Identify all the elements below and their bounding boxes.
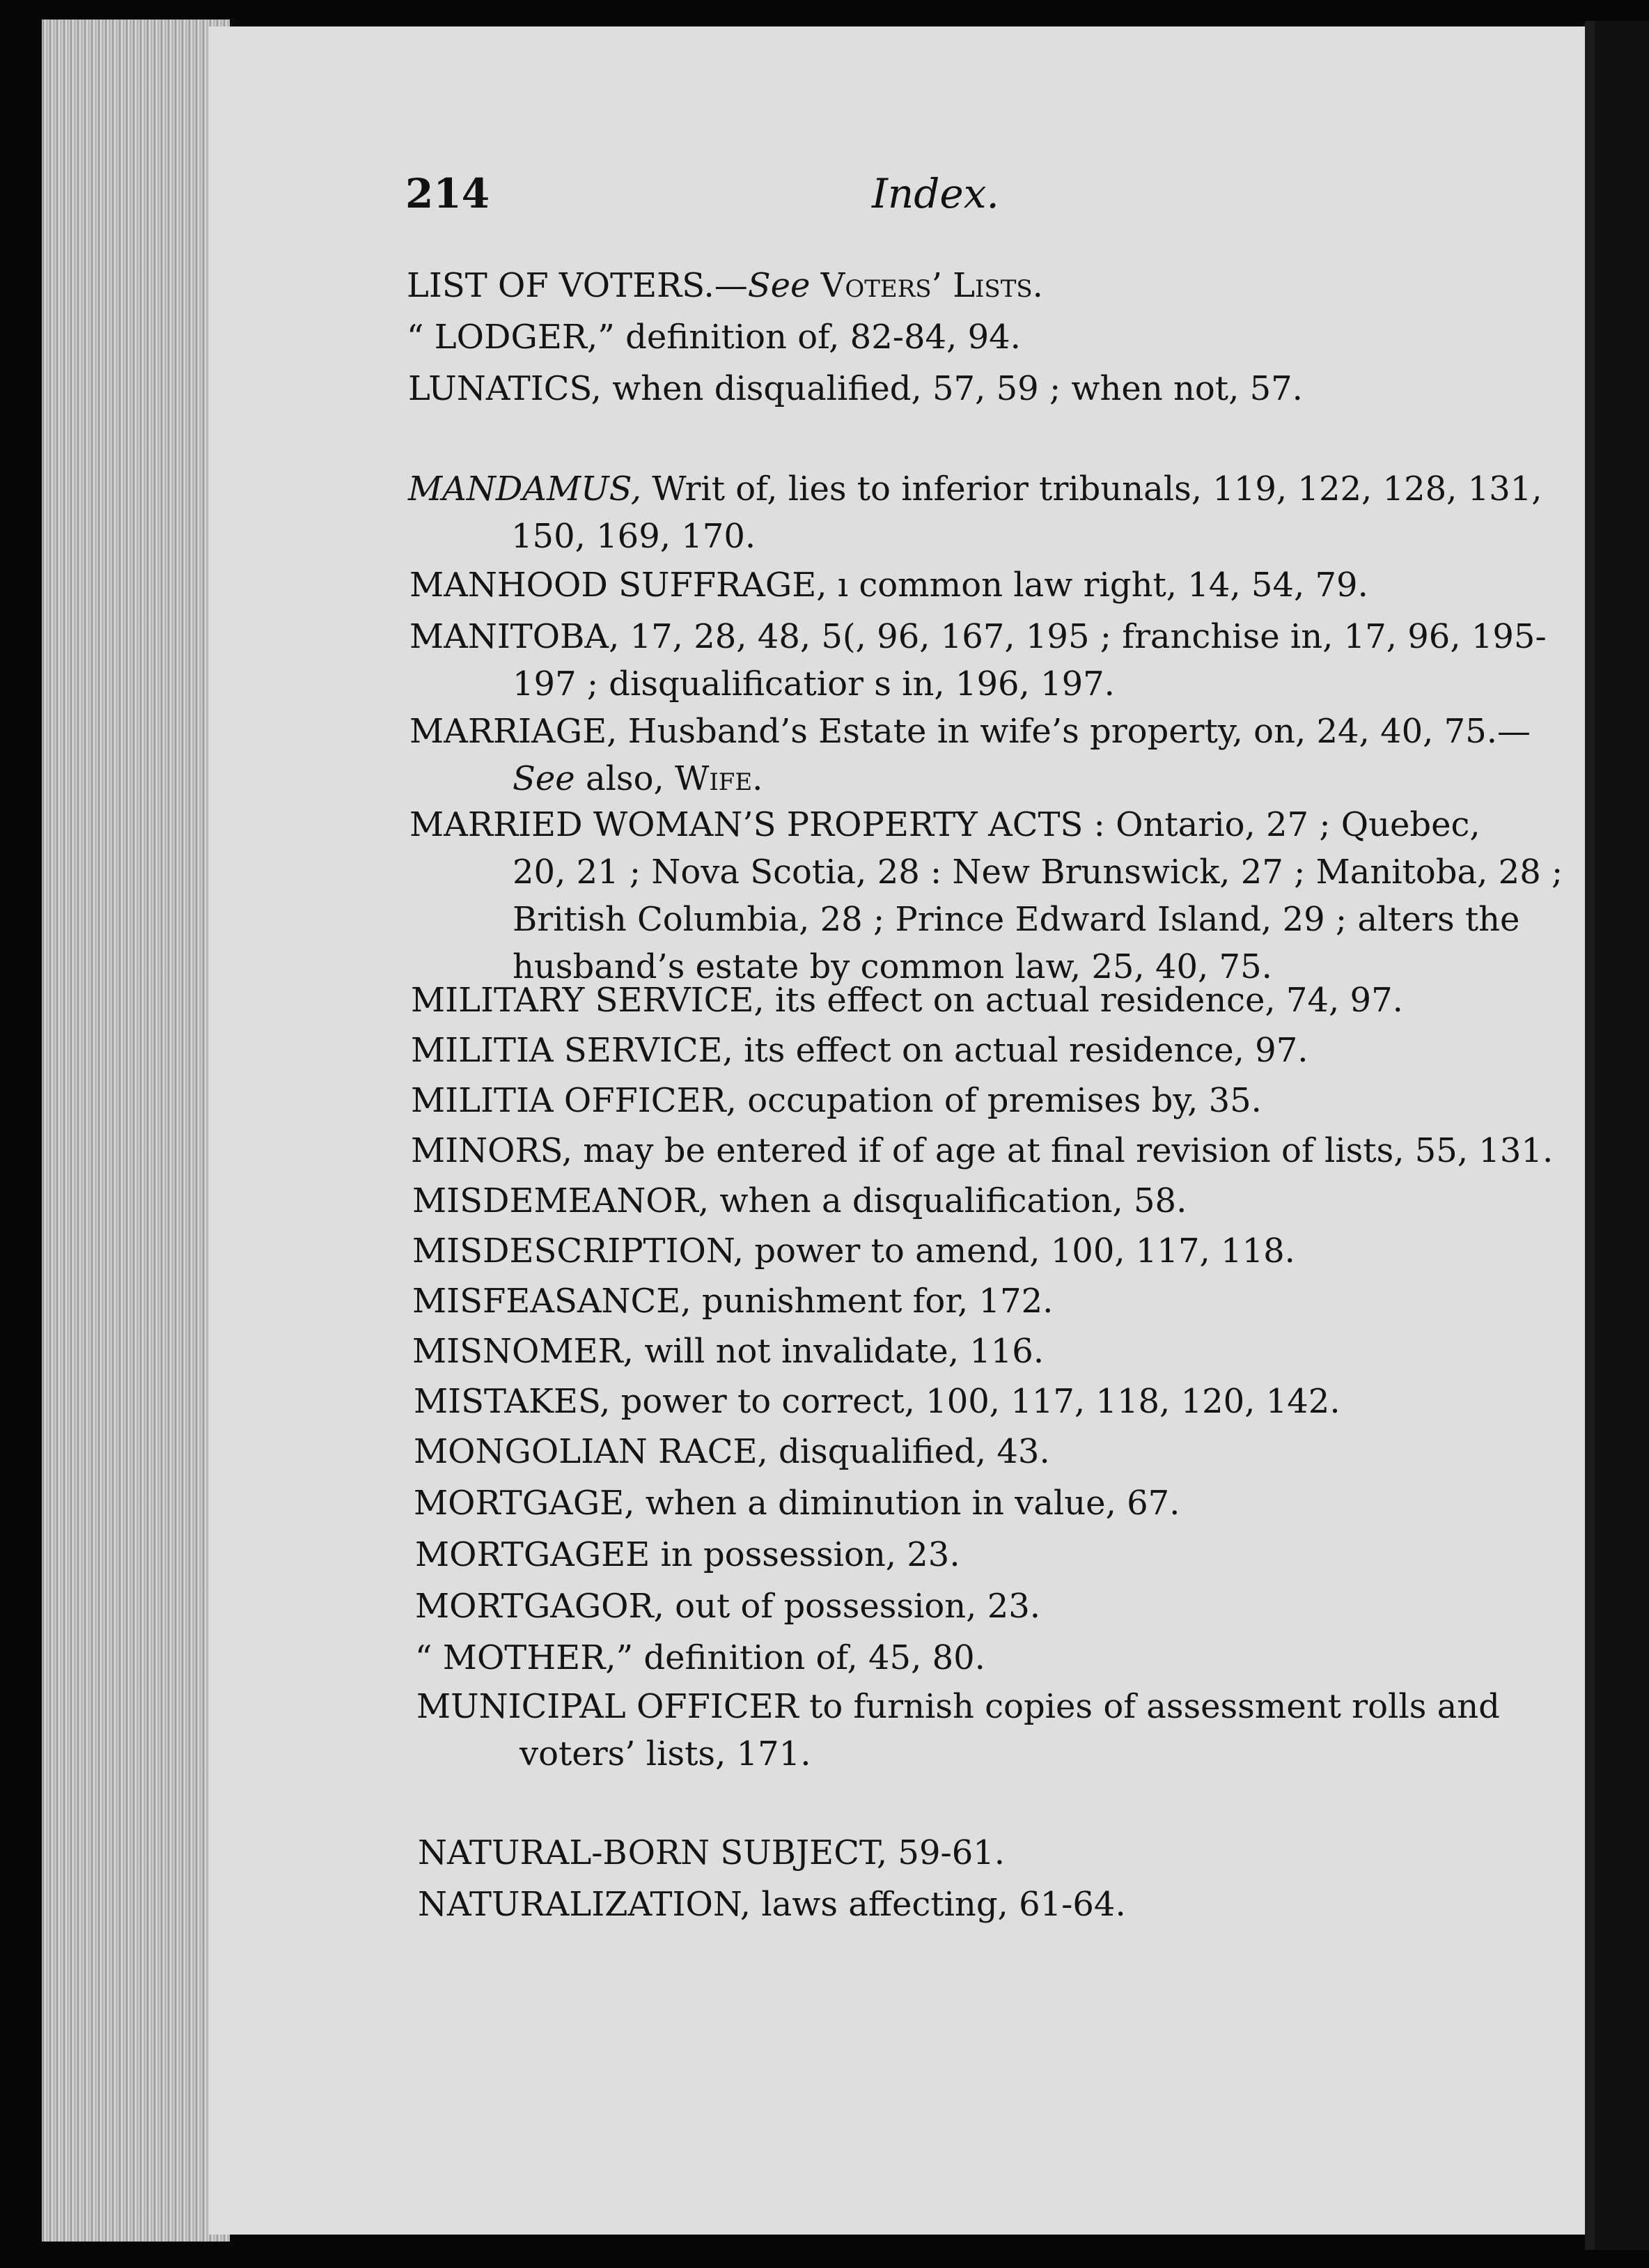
index-entry-military-service: MILITARY SERVICE, its effect on actual residence, 74, 97. — [411, 981, 1403, 1020]
index-entry-mistakes: MISTAKES, power to correct, 100, 117, 118, 120, 142. — [414, 1382, 1341, 1421]
book-page-edges — [42, 20, 230, 2242]
index-entry-manhood-suffrage: MANHOOD SUFFRAGE, ı common law right, 14, 54, 79. — [409, 566, 1368, 605]
index-entry-mortgagor: MORTGAGOR, out of possession, 23. — [415, 1587, 1041, 1626]
index-entry-mortgage: MORTGAGE, when a diminution in value, 67. — [414, 1484, 1180, 1523]
index-entry-lunatics: LUNATICS, when disqualified, 57, 59 ; when not, 57. — [408, 369, 1303, 408]
entry-continuation: voters’ lists, 171. — [519, 1734, 811, 1773]
see-reference: See — [747, 266, 811, 305]
index-entry-mandamus — [408, 465, 1542, 560]
entry-line: MANITOBA, 17, 28, 48, 5(, 96, 167, 195 ; franchise in, 17, 96, 195- — [409, 617, 1547, 656]
entry-line: Writ of, lies to inferior tribunals, 119, 122, 128, 131, — [641, 469, 1542, 508]
index-entry-list-of-voters — [407, 262, 1043, 309]
page-number: 214 — [405, 170, 490, 217]
entry-heading: LIST OF VOTERS.— — [407, 266, 748, 305]
index-entry-municipal-officer — [416, 1683, 1500, 1778]
entry-continuation: British Columbia, 28 ; Prince Edward Island, 29 ; alters the — [513, 900, 1520, 939]
index-entry-misdescription: MISDESCRIPTION, power to amend, 100, 117, 118. — [412, 1232, 1295, 1271]
entry-line: MARRIED WOMAN’S PROPERTY ACTS : Ontario, 27 ; Quebec, — [409, 805, 1480, 844]
index-entry-lodger: “ LODGER,” definition of, 82-84, 94. — [407, 318, 1021, 357]
index-entry-mongolian-race: MONGOLIAN RACE, disqualified, 43. — [414, 1432, 1050, 1471]
index-entry-marriage — [409, 708, 1531, 802]
index-entry-natural-born-subject: NATURAL-BORN SUBJECT, 59-61. — [418, 1833, 1006, 1872]
index-entry-militia-service: MILITIA SERVICE, its effect on actual residence, 97. — [411, 1031, 1308, 1070]
cross-reference-target: Wife. — [674, 759, 763, 798]
see-reference: See — [513, 759, 575, 798]
entry-continuation: husband’s estate by common law, 25, 40, 75. — [513, 947, 1272, 986]
index-entry-militia-officer: MILITIA OFFICER, occupation of premises by, 35. — [411, 1081, 1262, 1120]
cross-reference-target: Voters’ Lists. — [820, 266, 1043, 305]
index-entry-mother: “ MOTHER,” definition of, 45, 80. — [415, 1638, 985, 1677]
index-entry-mortgagee: MORTGAGEE in possession, 23. — [415, 1535, 960, 1574]
facing-page-edge — [1585, 21, 1595, 2250]
index-entry-minors: MINORS, may be entered if of age at final revision of lists, 55, 131. — [411, 1131, 1554, 1170]
index-entry-married-womans-property — [409, 801, 1563, 991]
entry-line: MARRIAGE, Husband’s Estate in wife’s property, on, 24, 40, 75.— — [409, 712, 1531, 751]
running-title: Index. — [872, 170, 999, 217]
entry-continuation: 20, 21 ; Nova Scotia, 28 : New Brunswick, 27 ; Manitoba, 28 ; — [513, 853, 1563, 892]
entry-line: MUNICIPAL OFFICER to furnish copies of assessment rolls and — [416, 1687, 1500, 1726]
facing-page-strip — [1595, 21, 1649, 2250]
entry-continuation: 197 ; disqualificatior s in, 196, 197. — [513, 665, 1115, 704]
index-entry-naturalization: NATURALIZATION, laws affecting, 61-64. — [418, 1885, 1126, 1924]
entry-continuation — [409, 755, 1454, 802]
index-entry-misdemeanor: MISDEMEANOR, when a disqualification, 58. — [412, 1181, 1187, 1220]
entry-text: also, — [575, 759, 675, 798]
index-entry-misfeasance: MISFEASANCE, punishment for, 172. — [412, 1282, 1054, 1321]
index-entry-misnomer: MISNOMER, will not invalidate, 116. — [412, 1332, 1045, 1371]
entry-continuation: 150, 169, 170. — [511, 517, 756, 556]
entry-heading: MANDAMUS, — [408, 469, 641, 508]
index-entry-manitoba — [409, 613, 1547, 708]
